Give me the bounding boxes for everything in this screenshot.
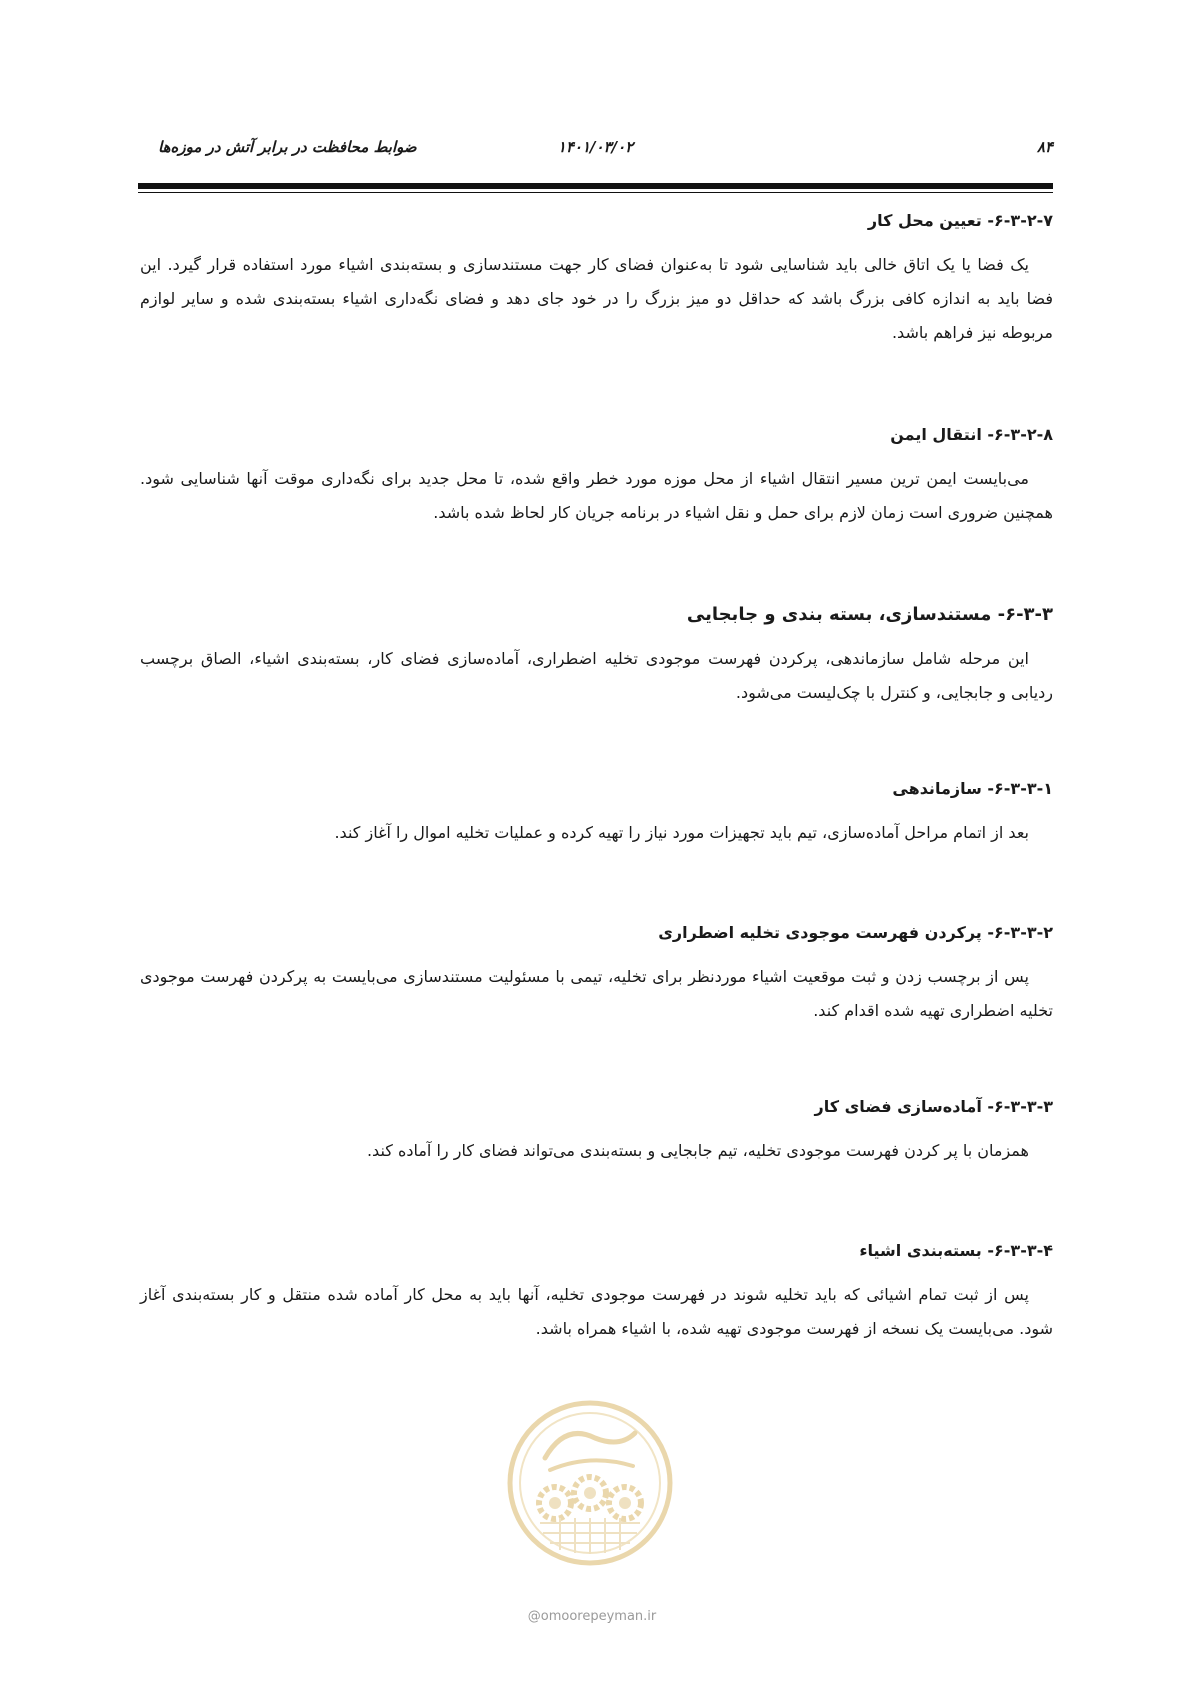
section-6-3-2-8 <box>140 422 1053 530</box>
header-rule-thin <box>138 192 1053 193</box>
watermark-url: @omoorepeyman.ir <box>527 1609 657 1624</box>
watermark-logo-icon <box>505 1398 675 1568</box>
section-paragraph: می‌بایست ایمن ترین مسیر انتقال اشیاء از محل موزه مورد خطر واقع شده، تا محل جدید برای نگه‌داری موقت آنها شناسایی شود. همچنین ضروری است زمان لازم برای حمل و نقل اشیاء در برنامه جریان کار لحاظ شده باشد. <box>140 469 1053 522</box>
section-6-3-3-4 <box>140 1238 1053 1346</box>
section-heading: ۶-۳-۲-۸- انتقال ایمن <box>890 425 1053 444</box>
page-body <box>140 208 1053 1346</box>
section-6-3-2-7 <box>140 208 1053 350</box>
section-paragraph: همزمان با پر کردن فهرست موجودی تخلیه، تیم جابجایی و بسته‌بندی می‌تواند فضای کار را آماده کند. <box>366 1141 1029 1160</box>
section-heading: ۶-۳-۳-۱- سازماندهی <box>892 779 1053 798</box>
section-heading: ۶-۳-۳-۴- بسته‌بندی اشیاء <box>859 1241 1053 1260</box>
page-number: ۸۴ <box>1036 138 1053 156</box>
section-paragraph: یک فضا یا یک اتاق خالی باید شناسایی شود تا به‌عنوان فضای کار جهت مستندسازی و بسته‌بندی اشیاء مورد استفاده قرار گیرد. این فضا باید به اندازه کافی بزرگ باشد که حداقل دو میز بزرگ را در خود جای دهد و فضای نگه‌داری اشیاء بسته‌بندی شده و سایر لوازم مربوطه نیز فراهم باشد. <box>140 255 1053 342</box>
page-header <box>138 138 1053 160</box>
section-6-3-3-2 <box>140 920 1053 1028</box>
section-heading: ۶-۳-۳- مستندسازی، بسته بندی و جابجایی <box>686 604 1053 625</box>
section-paragraph: این مرحله شامل سازماندهی، پرکردن فهرست موجودی تخلیه اضطراری، آماده‌سازی فضای کار، بسته‌بندی اشیاء، الصاق برچسب ردیابی و جابجایی، و کنترل با چک‌لیست می‌شود. <box>140 649 1053 702</box>
section-paragraph: پس از ثبت تمام اشیائی که باید تخلیه شوند در فهرست موجودی تخلیه، آنها باید به محل کار آماده شده منتقل و کار بسته‌بندی آغاز شود. می‌بایست یک نسخه از فهرست موجودی تهیه شده، با اشیاء همراه باشد. <box>140 1285 1053 1338</box>
section-heading: ۶-۳-۲-۷- تعیین محل کار <box>867 211 1053 230</box>
section-paragraph: پس از برچسب زدن و ثبت موقعیت اشیاء موردنظر برای تخلیه، تیمی با مسئولیت مستندسازی می‌بایست به پرکردن فهرست موجودی تخلیه اضطراری تهیه شده اقدام کند. <box>140 967 1053 1020</box>
section-6-3-3 <box>140 602 1053 710</box>
section-6-3-3-3 <box>140 1094 1053 1168</box>
header-title: ضوابط محافظت در برابر آتش در موزه‌ها <box>158 138 417 156</box>
section-6-3-3-1 <box>140 776 1053 850</box>
section-heading: ۶-۳-۳-۲- پرکردن فهرست موجودی تخلیه اضطراری <box>658 923 1053 942</box>
section-heading: ۶-۳-۳-۳- آماده‌سازی فضای کار <box>814 1097 1053 1116</box>
header-rule-thick <box>138 183 1053 189</box>
header-date: ۱۴۰۱/۰۳/۰۲ <box>557 138 634 156</box>
section-paragraph: بعد از اتمام مراحل آماده‌سازی، تیم باید تجهیزات مورد نیاز را تهیه کرده و عملیات تخلیه اموال را آغاز کند. <box>334 823 1029 842</box>
